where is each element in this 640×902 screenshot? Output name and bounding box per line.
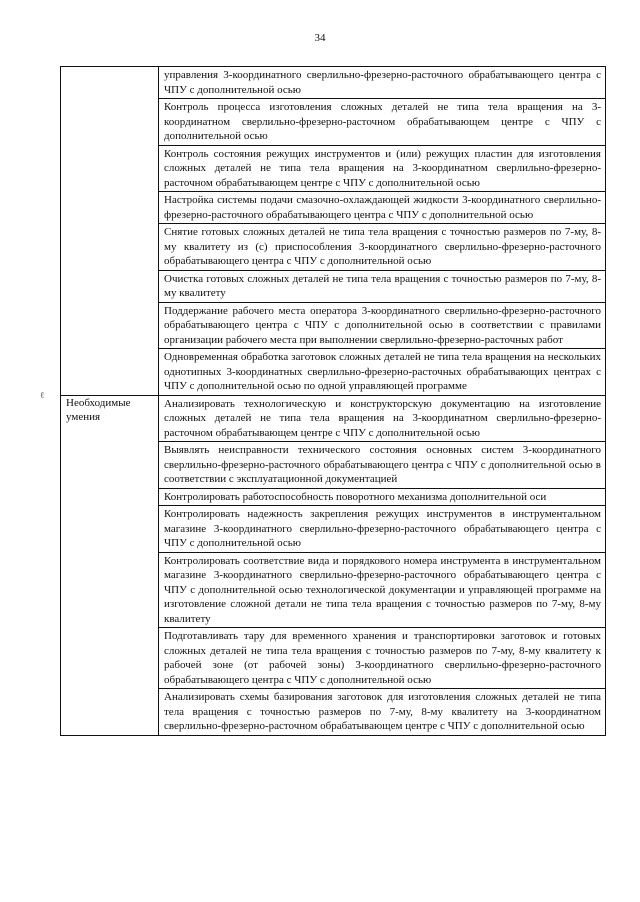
table-row <box>61 395 606 442</box>
table-cell: Поддержание рабочего места оператора 3-координатного сверлильно-фрезерно-расточного обрабатывающего центра с ЧПУ с дополнительной осью в соответствии с правилами организации рабочего места при выполнении сверлильно-фрезерно-расточных работ <box>159 302 606 349</box>
table-cell: управления 3-координатного сверлильно-фрезерно-расточного обрабатывающего центра с ЧПУ с дополнительной осью <box>159 67 606 99</box>
requirements-table <box>60 66 606 736</box>
page-number: 34 <box>314 32 326 44</box>
table-cell: Анализировать схемы базирования заготовок для изготовления сложных деталей не типа тела вращения с точностью размеров по 7-му, 8-му квалитету на 3-координатном сверлильно-фрезерно-расточном обрабатывающем центре с ЧПУ с дополнительной осью <box>159 689 606 736</box>
section-label: Необходимые умения <box>61 395 159 735</box>
table-cell: Очистка готовых сложных деталей не типа тела вращения с точностью размеров по 7-му, 8-му квалитету <box>159 270 606 302</box>
table-row <box>61 67 606 99</box>
table-cell: Анализировать технологическую и конструкторскую документацию на изготовление сложных деталей не типа тела вращения на 3-координатном сверлильно-фрезерно-расточном обрабатывающем центре с ЧПУ с дополнительной осью <box>159 395 606 442</box>
table-cell: Одновременная обработка заготовок сложных деталей не типа тела вращения на нескольких однотипных 3-координатных сверлильно-фрезерно-расточных обрабатывающих центрах с ЧПУ с дополнительной осью по одной управляющей программе <box>159 349 606 396</box>
table-cell: Снятие готовых сложных деталей не типа тела вращения с точностью размеров по 7-му, 8-му квалитету из (с) приспособления 3-координатного сверлильно-фрезерно-расточного обрабатывающего центра с ЧПУ с дополнительной осью <box>159 224 606 271</box>
table-cell: Выявлять неисправности технического состояния основных систем 3-координатного сверлильно-фрезерно-расточного обрабатывающего центра с ЧПУ с дополнительной осью в соответствии с эксплуатационной документацией <box>159 442 606 489</box>
table-cell: Контроль процесса изготовления сложных деталей не типа тела вращения на 3-координатном сверлильно-фрезерно-расточном обрабатывающем центре с ЧПУ с дополнительной осью <box>159 99 606 146</box>
table-cell: Контролировать надежность закрепления режущих инструментов в инструментальном магазине 3-координатного сверлильно-фрезерно-расточного обрабатывающего центра с ЧПУ с дополнительной осью <box>159 506 606 553</box>
section-label <box>61 67 159 396</box>
table-cell: Подготавливать тару для временного хранения и транспортировки заготовок и готовых сложных деталей не типа тела вращения с точностью размеров по 7-му, 8-му квалитету к рабочей зоне (от рабочей зоны) 3-координатного сверлильно-фрезерно-расточного обрабатывающего центра с ЧПУ с дополнительной осью <box>159 628 606 689</box>
table-cell: Контролировать соответствие вида и порядкового номера инструмента в инструментальном магазине 3-координатного сверлильно-фрезерно-расточного обрабатывающего центра с ЧПУ с дополнительной осью технологической документации и управляющей программе на изготовление сложной детали не типа тела вращения с точностью размеров по 7-му, 8-му квалитету <box>159 552 606 628</box>
margin-mark: ℓ <box>40 390 45 400</box>
table-cell: Контролировать работоспособность поворотного механизма дополнительной оси <box>159 488 606 506</box>
table-cell: Контроль состояния режущих инструментов и (или) режущих пластин для изготовления сложных деталей не типа тела вращения на 3-координатном сверлильно-фрезерно-расточном обрабатывающем центре с ЧПУ с дополнительной осью <box>159 145 606 192</box>
table-cell: Настройка системы подачи смазочно-охлаждающей жидкости 3-координатного сверлильно-фрезерно-расточного обрабатывающего центра с ЧПУ с дополнительной осью <box>159 192 606 224</box>
